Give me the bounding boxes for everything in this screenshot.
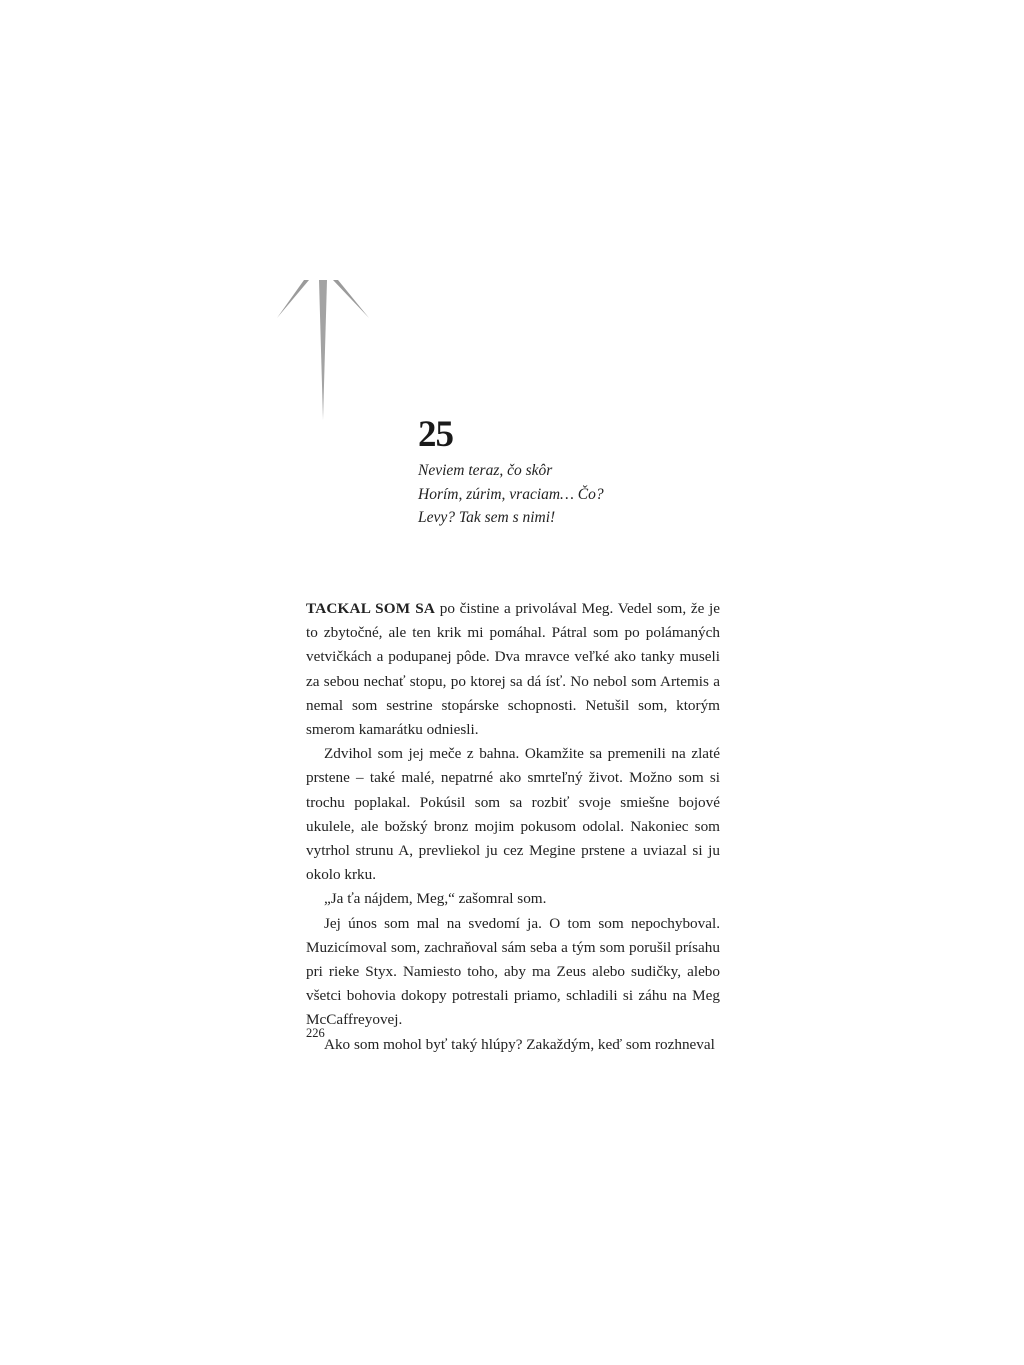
epigraph <box>418 459 604 530</box>
paragraph <box>306 597 720 742</box>
epigraph-line: Neviem teraz, čo skôr <box>418 462 553 479</box>
chapter-heading <box>418 415 604 530</box>
paragraph: Zdvihol som jej meče z bahna. Okamžite sa premenili na zlaté prstene – také malé, nepatrné ako smrteľný život. Možno som si trochu poplakal. Pokúsil som sa rozbiť svoje smiešne bojové ukulele, ale božský bronz mojim pokusom odolal. Nakoniec som vytrhol strunu A, prevliekol ju cez Megine prstene a uviazal si ju okolo krku. <box>306 745 720 884</box>
paragraph-text: po čistine a privolával Meg. Vedel som, že je to zbytočné, ale ten krik mi pomáhal. Pátral som po polámaných vetvičkách a podupanej pôde. Dva mravce veľké ako tanky museli za sebou nechať stopu, po ktorej sa dá ísť. No nebol som Artemis a nemal som sestrine stopárske schopnosti. Netušil som, ktorým smerom kamarátku odniesli. <box>306 600 720 739</box>
trident-ornament-icon <box>276 280 370 427</box>
epigraph-line: Levy? Tak sem s nimi! <box>418 509 556 526</box>
epigraph-line: Horím, zúrim, vraciam… Čo? <box>418 485 604 503</box>
page-number: 226 <box>306 1026 325 1040</box>
paragraph: „Ja ťa nájdem, Meg,“ zašomral som. <box>324 890 547 908</box>
chapter-number: 25 <box>418 414 453 455</box>
paragraph: Jej únos som mal na svedomí ja. O tom som nepochyboval. Muzicímoval som, zachraňoval sám seba a tým som porušil prísahu pri rieke Styx. Namiesto toho, aby ma Zeus alebo sudičky, alebo všetci bohovia dokopy potrestali priamo, schladili si záhu na Meg McCaffreyovej. <box>306 914 720 1029</box>
body-text <box>306 597 720 1057</box>
lead-in: TACKAL SOM SA <box>306 600 436 617</box>
paragraph: Ako som mohol byť taký hlúpy? Zakaždým, keď som rozhneval <box>324 1035 715 1053</box>
